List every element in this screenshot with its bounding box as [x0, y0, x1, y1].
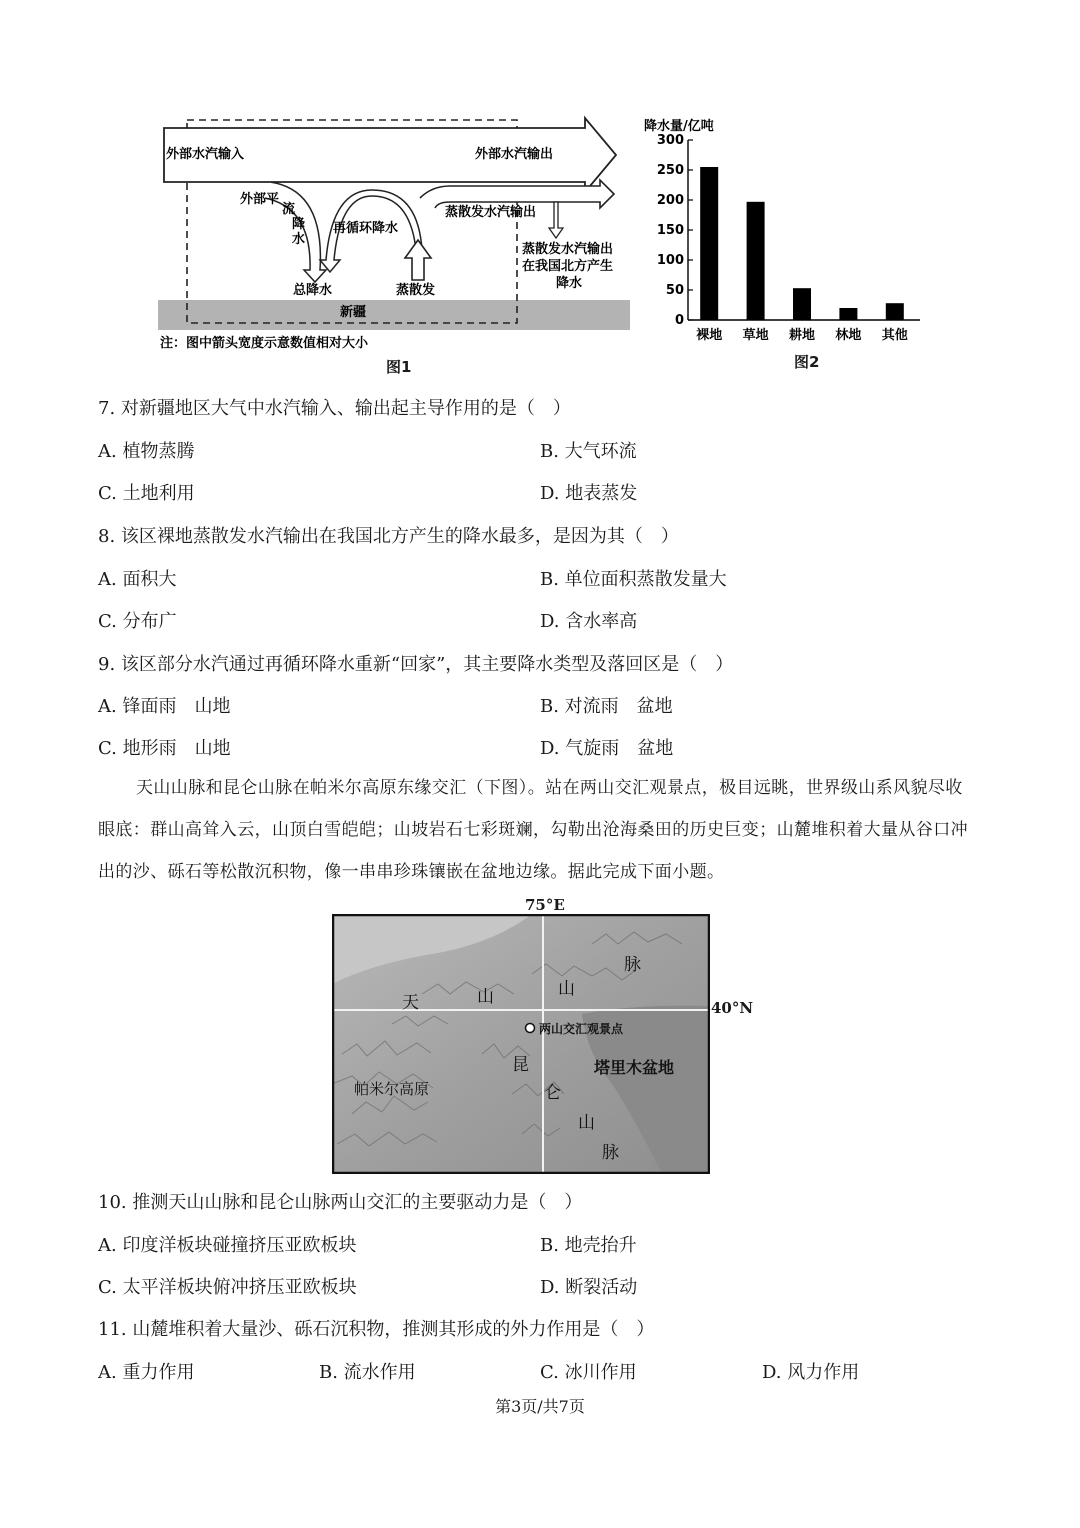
- question-11-stem: 11. 山麓堆积着大量沙、砾石沉积物，推测其形成的外力作用是（ ）: [98, 1319, 655, 1340]
- label-advection-4: 水: [292, 232, 306, 247]
- label-advection-1: 外部平: [240, 192, 280, 207]
- q11-option-d[interactable]: D. 风力作用: [762, 1362, 860, 1383]
- q9-option-d[interactable]: D. 气旋雨 盆地: [540, 738, 674, 759]
- kunlun-char-3: 山: [578, 1113, 595, 1133]
- question-8-stem: 8. 该区裸地蒸散发水汽输出在我国北方产生的降水最多，是因为其（ ）: [98, 526, 679, 547]
- q7-option-c[interactable]: C. 土地利用: [98, 483, 195, 504]
- tianshan-char-3: 山: [558, 979, 575, 999]
- label-input: 外部水汽输入: [166, 147, 245, 162]
- q10-option-b[interactable]: B. 地壳抬升: [540, 1235, 637, 1256]
- bar-2: [793, 288, 811, 320]
- bar-4: [886, 303, 904, 320]
- x-category-label: 耕地: [788, 328, 816, 343]
- y-tick-label: 100: [656, 253, 684, 268]
- q7-option-a[interactable]: A. 植物蒸腾: [98, 441, 195, 462]
- y-tick-label: 250: [656, 163, 684, 178]
- viewpoint-marker: [526, 1024, 535, 1033]
- label-recycle: 再循环降水: [333, 221, 399, 236]
- q9-option-b[interactable]: B. 对流雨 盆地: [540, 696, 673, 717]
- q10-option-c[interactable]: C. 太平洋板块俯冲挤压亚欧板块: [98, 1277, 357, 1298]
- map-lat-label: 40°N: [711, 999, 754, 1017]
- y-tick-label: 150: [656, 223, 684, 238]
- passage-text: 天山山脉和昆仑山脉在帕米尔高原东缘交汇（下图）。站在两山交汇观景点，极目远眺，世界级山系风貌尽收眼底：群山高耸入云，山顶白雪皑皑；山坡岩石七彩斑斓，勾勒出沧海桑田的历史巨变；山麓堆积着大量从谷口冲出的沙、砾石等松散沉积物，像一串串珍珠镶嵌在盆地边缘。据此完成下面小题。: [98, 778, 968, 882]
- map-lon-label: 75°E: [525, 896, 565, 914]
- kunlun-char-1: 昆: [512, 1055, 529, 1075]
- label-north-1: 蒸散发水汽输出: [522, 242, 614, 257]
- q8-option-c[interactable]: C. 分布广: [98, 611, 177, 632]
- figure2-caption: 图2: [794, 353, 820, 371]
- label-advection-2: 流: [282, 202, 296, 217]
- tianshan-char-4: 脉: [624, 955, 641, 975]
- bar-1: [747, 202, 765, 320]
- question-7-stem: 7. 对新疆地区大气中水汽输入、输出起主导作用的是（ ）: [98, 398, 571, 419]
- q11-option-b[interactable]: B. 流水作用: [319, 1362, 416, 1383]
- x-category-label: 其他: [881, 328, 908, 343]
- label-advection-3: 降: [292, 217, 306, 232]
- bar-3: [839, 308, 857, 320]
- figure1-note: 注：图中箭头宽度示意数值相对大小: [160, 336, 369, 351]
- y-tick-label: 50: [665, 283, 684, 298]
- x-category-label: 林地: [835, 328, 862, 343]
- kunlun-char-4: 脉: [602, 1143, 619, 1163]
- y-tick-label: 200: [656, 193, 684, 208]
- bar-0: [700, 167, 718, 320]
- evaporation-arrow: [405, 240, 431, 280]
- y-tick-label: 0: [674, 313, 684, 328]
- q9-option-c[interactable]: C. 地形雨 山地: [98, 738, 231, 759]
- q7-option-d[interactable]: D. 地表蒸发: [540, 483, 638, 504]
- figure1-caption: 图1: [386, 358, 412, 376]
- y-tick-label: 300: [656, 133, 684, 148]
- label-total: 总降水: [293, 283, 333, 298]
- q10-option-a[interactable]: A. 印度洋板块碰撞挤压亚欧板块: [98, 1235, 357, 1256]
- xinjiang-ground-band: [158, 300, 630, 330]
- x-category-label: 裸地: [696, 328, 723, 343]
- q9-option-a[interactable]: A. 锋面雨 山地: [98, 696, 231, 717]
- label-evap: 蒸散发: [396, 283, 436, 298]
- q11-option-c[interactable]: C. 冰川作用: [540, 1362, 637, 1383]
- label-evap-out: 蒸散发水汽输出: [445, 205, 537, 220]
- terrain-map: [332, 914, 710, 1174]
- viewpoint-label: 两山交汇观景点: [539, 1022, 624, 1036]
- north-precip-arrow: [549, 202, 563, 238]
- chart-ylabel: 降水量/亿吨: [644, 119, 714, 134]
- tianshan-char-1: 天: [402, 993, 419, 1013]
- kunlun-char-2: 仑: [544, 1083, 561, 1103]
- question-9-stem: 9. 该区部分水汽通过再循环降水重新“回家”，其主要降水类型及落回区是（ ）: [98, 654, 734, 675]
- q8-option-a[interactable]: A. 面积大: [98, 569, 177, 590]
- figure2-bar-chart: [630, 110, 930, 355]
- tarim-basin-label: 塔里木盆地: [594, 1058, 675, 1077]
- q7-option-b[interactable]: B. 大气环流: [540, 441, 637, 462]
- tianshan-char-2: 山: [477, 987, 494, 1007]
- label-region: 新疆: [340, 305, 367, 320]
- x-category-label: 草地: [742, 328, 769, 343]
- label-north-2: 在我国北方产生: [522, 259, 614, 274]
- figure1-diagram: [150, 110, 630, 355]
- label-output: 外部水汽输出: [475, 147, 554, 162]
- pamir-plateau-label: 帕米尔高原: [354, 1080, 430, 1098]
- label-north-3: 降水: [556, 276, 583, 291]
- page-number: 第3页/共7页: [495, 1397, 585, 1416]
- question-10-stem: 10. 推测天山山脉和昆仑山脉两山交汇的主要驱动力是（ ）: [98, 1192, 583, 1213]
- q10-option-d[interactable]: D. 断裂活动: [540, 1277, 638, 1298]
- q8-option-b[interactable]: B. 单位面积蒸散发量大: [540, 569, 727, 590]
- q8-option-d[interactable]: D. 含水率高: [540, 611, 638, 632]
- q11-option-a[interactable]: A. 重力作用: [98, 1362, 195, 1383]
